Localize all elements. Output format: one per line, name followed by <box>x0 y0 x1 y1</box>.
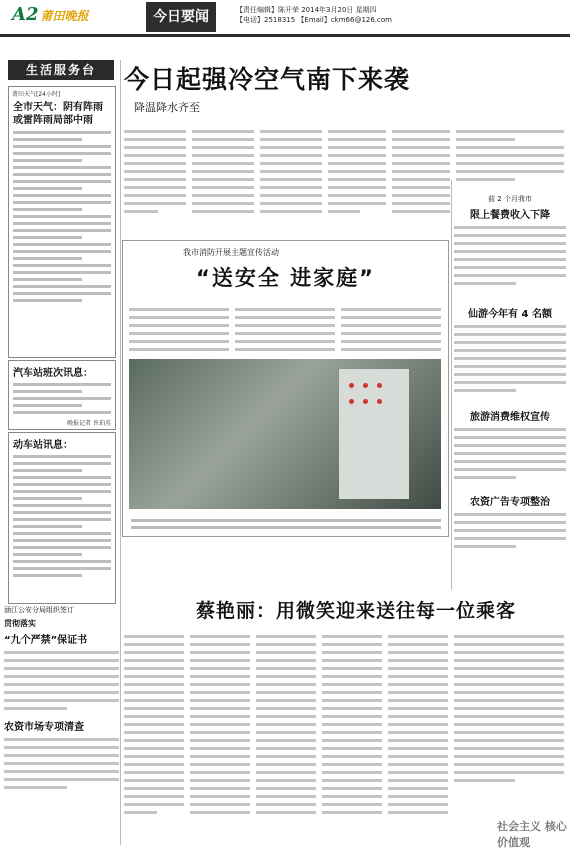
header-meta <box>236 5 392 25</box>
bottom-column-3 <box>256 630 316 819</box>
weather-details <box>13 131 111 302</box>
train-title: 动车站讯息： <box>13 440 73 451</box>
bottom-column-5 <box>388 630 448 819</box>
bottom-column-4 <box>322 630 382 819</box>
contact-line: 【电话】2518315 【Email】ckm66@126.com <box>236 16 392 24</box>
weather-label: 莆田天气[24小时] <box>12 91 61 98</box>
train-details <box>13 455 111 577</box>
section-title: 今日要闻 <box>146 2 216 32</box>
bus-box <box>8 360 116 430</box>
news-photo <box>129 359 441 509</box>
page-header <box>0 0 570 38</box>
column-rule-left <box>120 60 121 845</box>
bus-title: 汽车站班次讯息： <box>13 368 93 379</box>
bottom-left-briefs <box>4 605 119 794</box>
photo-caption <box>131 515 441 533</box>
bus-details <box>13 383 111 414</box>
bottom-story-headline: 蔡艳丽：用微笑迎来送往每一位乘客 <box>196 600 517 622</box>
fire-safety-feature <box>122 240 449 537</box>
right-headline-2: 仙游今年有 4 名额 <box>468 309 552 320</box>
feature-column-1 <box>129 303 229 356</box>
right-kicker: 前 2 个月我市 <box>488 195 532 203</box>
bottom-column-2 <box>190 630 250 819</box>
right-body-3 <box>454 428 566 479</box>
right-headline-3: 旅游消费维权宣传 <box>470 412 550 423</box>
right-news-column <box>454 190 566 553</box>
lead-column-6 <box>456 125 564 186</box>
masthead-name: 莆田晚报 <box>40 9 89 23</box>
lead-column-5 <box>392 125 450 218</box>
weather-title: 全市天气：阴有阵雨或雷阵雨局部中雨 <box>13 102 103 126</box>
editor-line: 【责任编辑】陈开荣 2014年3月20日 星期四 <box>236 6 377 14</box>
lead-subheadline: 降温降水齐至 <box>134 101 200 114</box>
bus-byline: 晚报记者 许珀英 <box>67 420 111 427</box>
lead-headline: 今日起强冷空气南下来袭 <box>124 65 411 94</box>
column-rule-right <box>451 180 452 590</box>
lead-story-headline <box>124 60 564 115</box>
service-sidebar <box>0 60 118 605</box>
feature-column-2 <box>235 303 335 356</box>
lead-column-1 <box>124 125 186 218</box>
header-rule <box>0 34 570 37</box>
train-box <box>8 432 116 604</box>
bottom-column-6 <box>454 630 564 787</box>
lead-column-2 <box>192 125 254 218</box>
brief-title-2: “九个严禁”保证书 <box>4 635 88 646</box>
brief-headline-2: 农资市场专项清查 <box>4 722 84 733</box>
lead-column-3 <box>260 125 322 218</box>
brief-body-2 <box>4 738 119 789</box>
right-body-4 <box>454 513 566 548</box>
weather-box <box>8 86 116 358</box>
lead-column-4 <box>328 125 386 218</box>
right-body-1 <box>454 226 566 285</box>
right-body-2 <box>454 325 566 392</box>
brief-title-1: 贯彻落实 <box>4 619 36 628</box>
bottom-column-1 <box>124 630 184 819</box>
photo-control-panel <box>339 369 409 499</box>
page-logo <box>12 4 89 25</box>
values-watermark: 社会主义 核心价值观 <box>497 820 567 849</box>
brief-body-1 <box>4 651 119 710</box>
feature-column-3 <box>341 303 441 356</box>
feature-kicker: 我市消防开展主题宣传活动 <box>183 248 279 257</box>
right-headline-4: 农资广告专项整治 <box>470 497 550 508</box>
sidebar-title: 生活服务台 <box>8 60 114 80</box>
page-number: A2 <box>12 4 39 25</box>
brief-kicker: 涵江公安分局组织签订 <box>4 606 74 614</box>
right-headline-1: 限上餐费收入下降 <box>470 210 550 221</box>
feature-headline: “送安全 进家庭” <box>196 266 375 290</box>
